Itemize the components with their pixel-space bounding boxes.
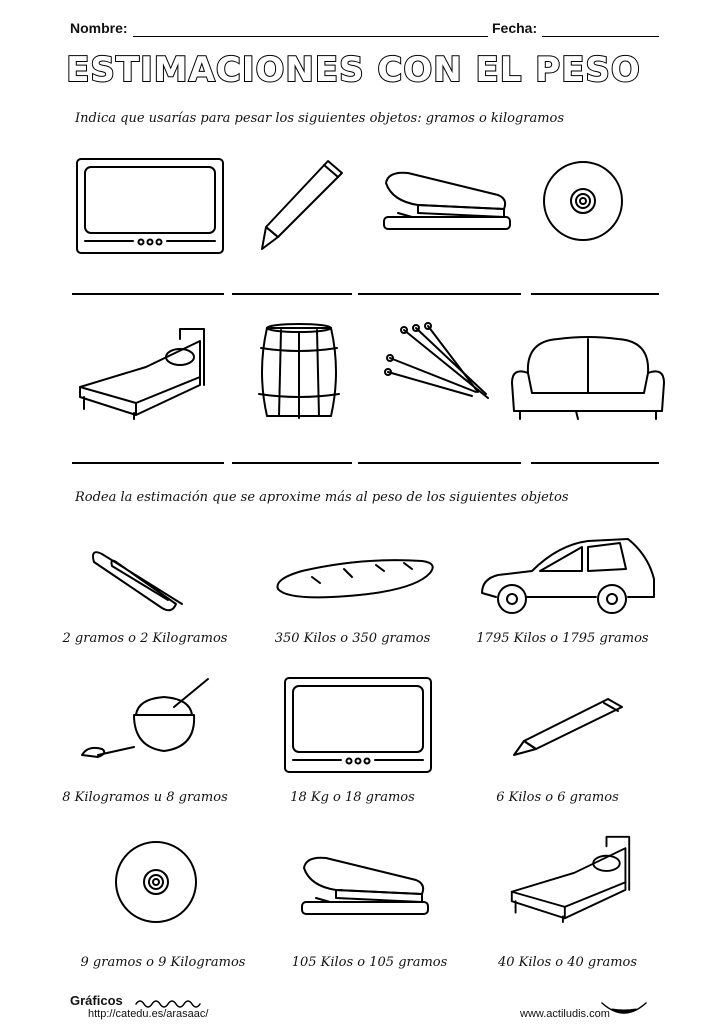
tv-icon <box>283 676 433 774</box>
pencil-icon <box>258 157 346 252</box>
estimate-option-pencil[interactable]: 6 Kilos o 6 gramos <box>496 790 619 805</box>
stapler-icon <box>296 850 431 918</box>
answer-line-nails[interactable] <box>358 462 521 464</box>
answer-line-stapler[interactable] <box>358 293 521 295</box>
estimate-option-stapler[interactable]: 105 Kilos o 105 gramos <box>291 955 448 970</box>
estimate-option-tv[interactable]: 18 Kg o 18 gramos <box>290 790 415 805</box>
estimate-option-cd[interactable]: 9 gramos o 9 Kilogramos <box>80 955 246 970</box>
bed-icon <box>76 325 208 420</box>
logo-icon <box>598 995 650 1021</box>
name-label: Nombre: <box>70 20 128 36</box>
cd-icon <box>114 840 198 924</box>
pencil-icon <box>512 695 627 757</box>
instruction-1: Indica que usarías para pesar los siguientes objetos: gramos o kilogramos <box>75 111 565 126</box>
estimate-option-bread[interactable]: 350 Kilos o 350 gramos <box>274 631 431 646</box>
answer-line-tv[interactable] <box>72 293 224 295</box>
page-title: ESTIMACIONES CON EL PESO <box>66 50 641 90</box>
flour-bowl-icon <box>78 675 213 765</box>
answer-line-bed[interactable] <box>72 462 224 464</box>
estimate-option-car[interactable]: 1795 Kilos o 1795 gramos <box>476 631 649 646</box>
instruction-2: Rodea la estimación que se aproxime más al peso de los siguientes objetos <box>75 490 569 505</box>
estimate-option-flour[interactable]: 8 Kilogramos u 8 gramos <box>62 790 228 805</box>
bed-icon <box>508 832 633 924</box>
graphics-label: Gráficos <box>70 993 123 1008</box>
answer-line-pencil[interactable] <box>232 293 352 295</box>
cd-icon <box>542 160 624 242</box>
paperclip-icon <box>86 540 194 616</box>
name-field[interactable] <box>133 36 488 37</box>
graphics-url[interactable]: http://catedu.es/arasaac/ <box>88 1008 209 1020</box>
date-label: Fecha: <box>492 20 538 36</box>
bread-icon <box>272 555 437 600</box>
tv-icon <box>75 157 225 257</box>
date-field[interactable] <box>542 36 659 37</box>
car-icon <box>478 535 658 617</box>
answer-line-cd[interactable] <box>531 293 659 295</box>
estimate-option-paperclip[interactable]: 2 gramos o 2 Kilogramos <box>62 631 228 646</box>
nails-icon <box>384 322 494 404</box>
answer-line-barrel[interactable] <box>232 462 352 464</box>
stapler-icon <box>378 165 513 235</box>
barrel-icon <box>255 322 343 422</box>
sofa-icon <box>508 333 668 423</box>
answer-line-sofa[interactable] <box>531 462 659 464</box>
site-url[interactable]: www.actiludis.com <box>520 1008 610 1020</box>
estimate-option-bed[interactable]: 40 Kilos o 40 gramos <box>497 955 638 970</box>
squiggle-icon <box>134 998 200 1008</box>
